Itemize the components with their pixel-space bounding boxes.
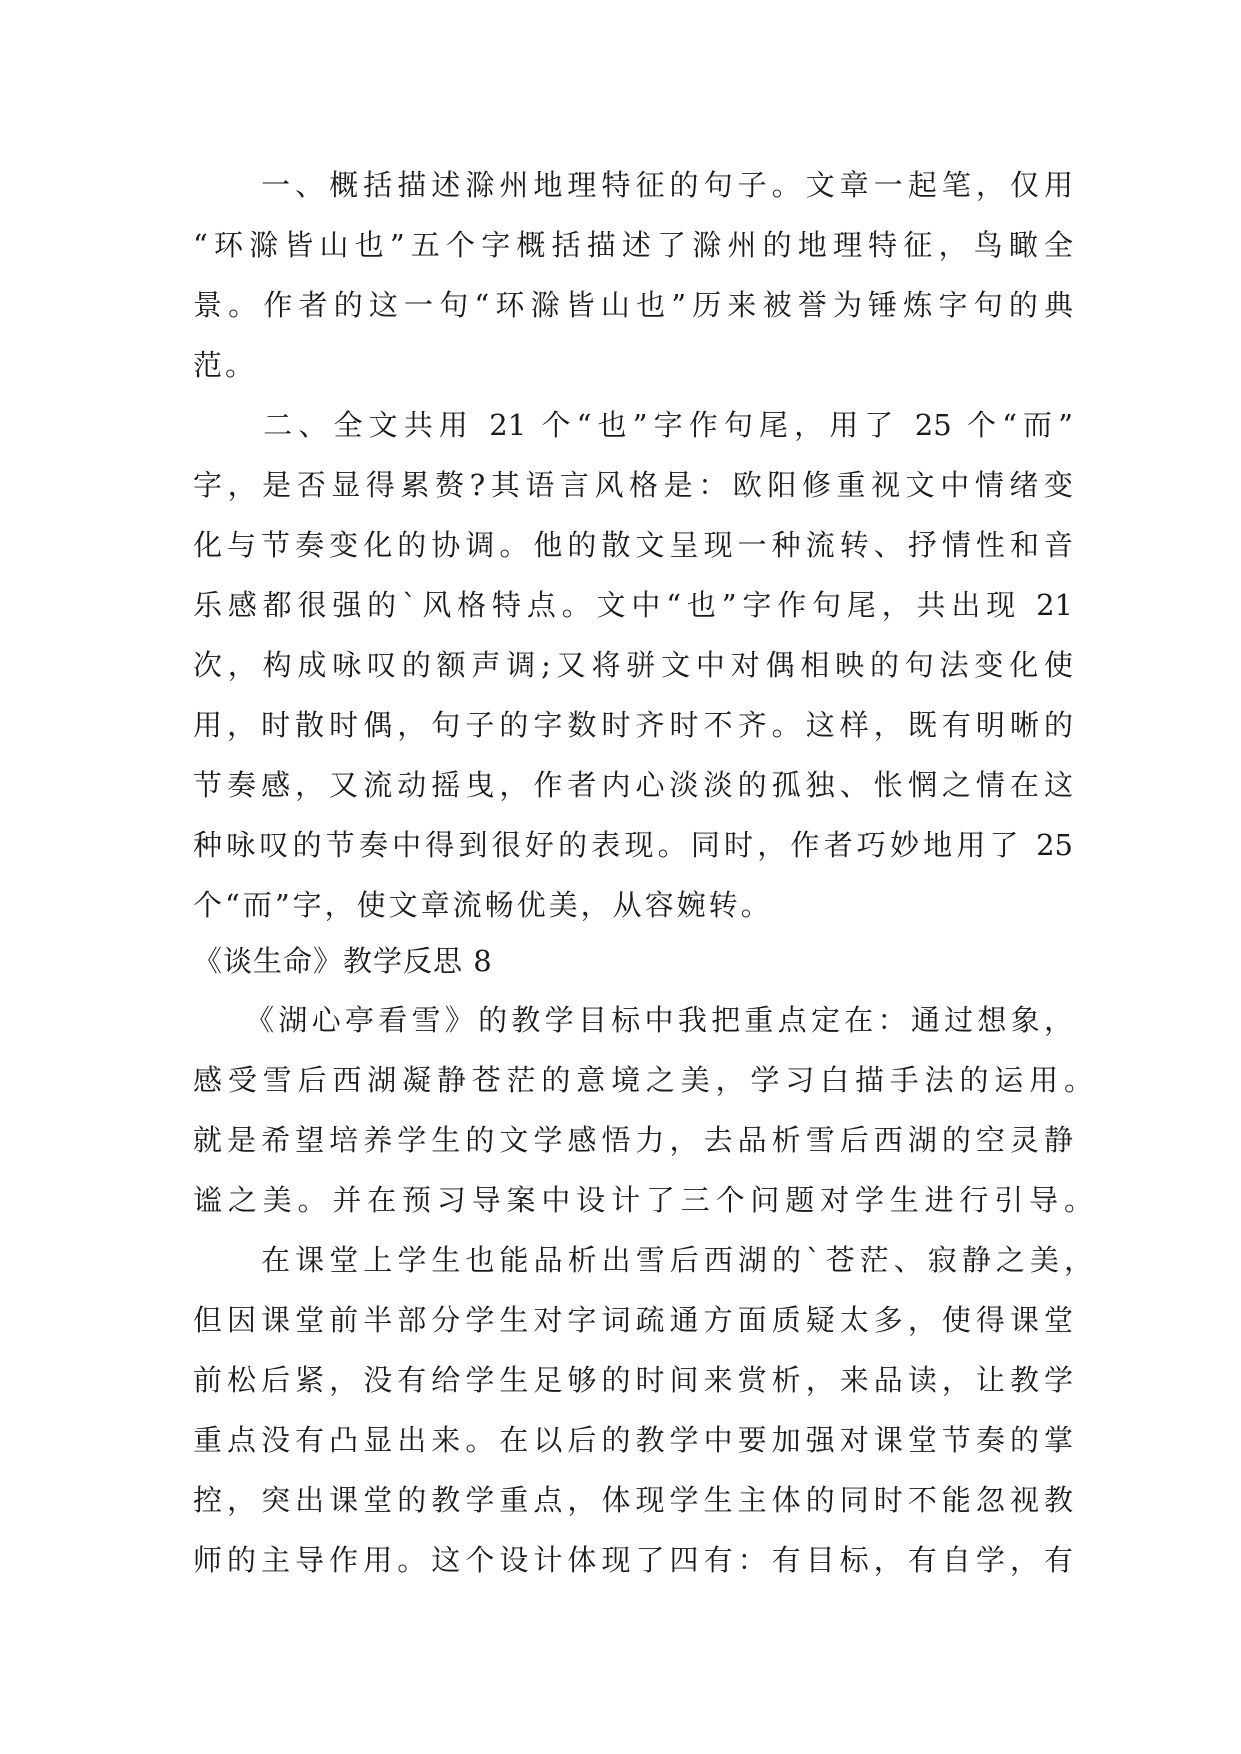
paragraph-2-line-9: 个“而”字，使文章流畅优美，从容婉转。 <box>193 888 773 922</box>
paragraph-2-line-6: 用，时散时偶，句子的字数时齐时不齐。这样，既有明晰的 <box>193 708 1073 742</box>
paragraph-1-line-4: 范。 <box>193 348 258 382</box>
paragraph-2-line-2: 字，是否显得累赘?其语言风格是：欧阳修重视文中情绪变 <box>193 468 1073 502</box>
paragraph-4-line-5: 控，突出课堂的教学重点，体现学生主体的同时不能忽视教 <box>193 1483 1073 1517</box>
section-heading: 《谈生命》教学反思 8 <box>193 944 493 978</box>
paragraph-3-line-1: 《湖心亭看雪》的教学目标中我把重点定在：通过想象， <box>193 1003 1073 1037</box>
paragraph-2-line-4: 乐感都很强的`风格特点。文中“也”字作句尾，共出现 21 <box>193 588 1073 622</box>
paragraph-3-line-2: 感受雪后西湖凝静苍茫的意境之美，学习白描手法的运用。 <box>193 1063 1093 1097</box>
paragraph-2-line-1: 二、全文共用 21 个“也”字作句尾，用了 25 个“而” <box>193 408 1073 442</box>
paragraph-3-line-4: 谧之美。并在预习导案中设计了三个问题对学生进行引导。 <box>193 1183 1093 1217</box>
paragraph-1-line-1: 一、概括描述滁州地理特征的句子。文章一起笔，仅用 <box>193 168 1073 202</box>
paragraph-4-line-3: 前松后紧，没有给学生足够的时间来赏析，来品读，让教学 <box>193 1363 1073 1397</box>
paragraph-2-line-5: 次，构成咏叹的额声调;又将骈文中对偶相映的句法变化使 <box>193 648 1073 682</box>
paragraph-4-line-6: 师的主导作用。这个设计体现了四有：有目标，有自学，有 <box>193 1543 1073 1577</box>
paragraph-4-line-2: 但因课堂前半部分学生对字词疏通方面质疑太多，使得课堂 <box>193 1303 1073 1337</box>
paragraph-4-line-1: 在课堂上学生也能品析出雪后西湖的`苍茫、寂静之美， <box>193 1243 1093 1277</box>
paragraph-1-line-2: “环滁皆山也”五个字概括描述了滁州的地理特征，鸟瞰全 <box>193 228 1073 262</box>
paragraph-4-line-4: 重点没有凸显出来。在以后的教学中要加强对课堂节奏的掌 <box>193 1423 1073 1457</box>
paragraph-2-line-3: 化与节奏变化的协调。他的散文呈现一种流转、抒情性和音 <box>193 528 1073 562</box>
paragraph-1-line-3: 景。作者的这一句“环滁皆山也”历来被誉为锤炼字句的典 <box>193 288 1073 322</box>
paragraph-3-line-3: 就是希望培养学生的文学感悟力，去品析雪后西湖的空灵静 <box>193 1123 1073 1157</box>
paragraph-2-line-7: 节奏感，又流动摇曳，作者内心淡淡的孤独、怅惘之情在这 <box>193 768 1073 802</box>
paragraph-2-line-8: 种咏叹的节奏中得到很好的表现。同时，作者巧妙地用了 25 <box>193 828 1073 862</box>
